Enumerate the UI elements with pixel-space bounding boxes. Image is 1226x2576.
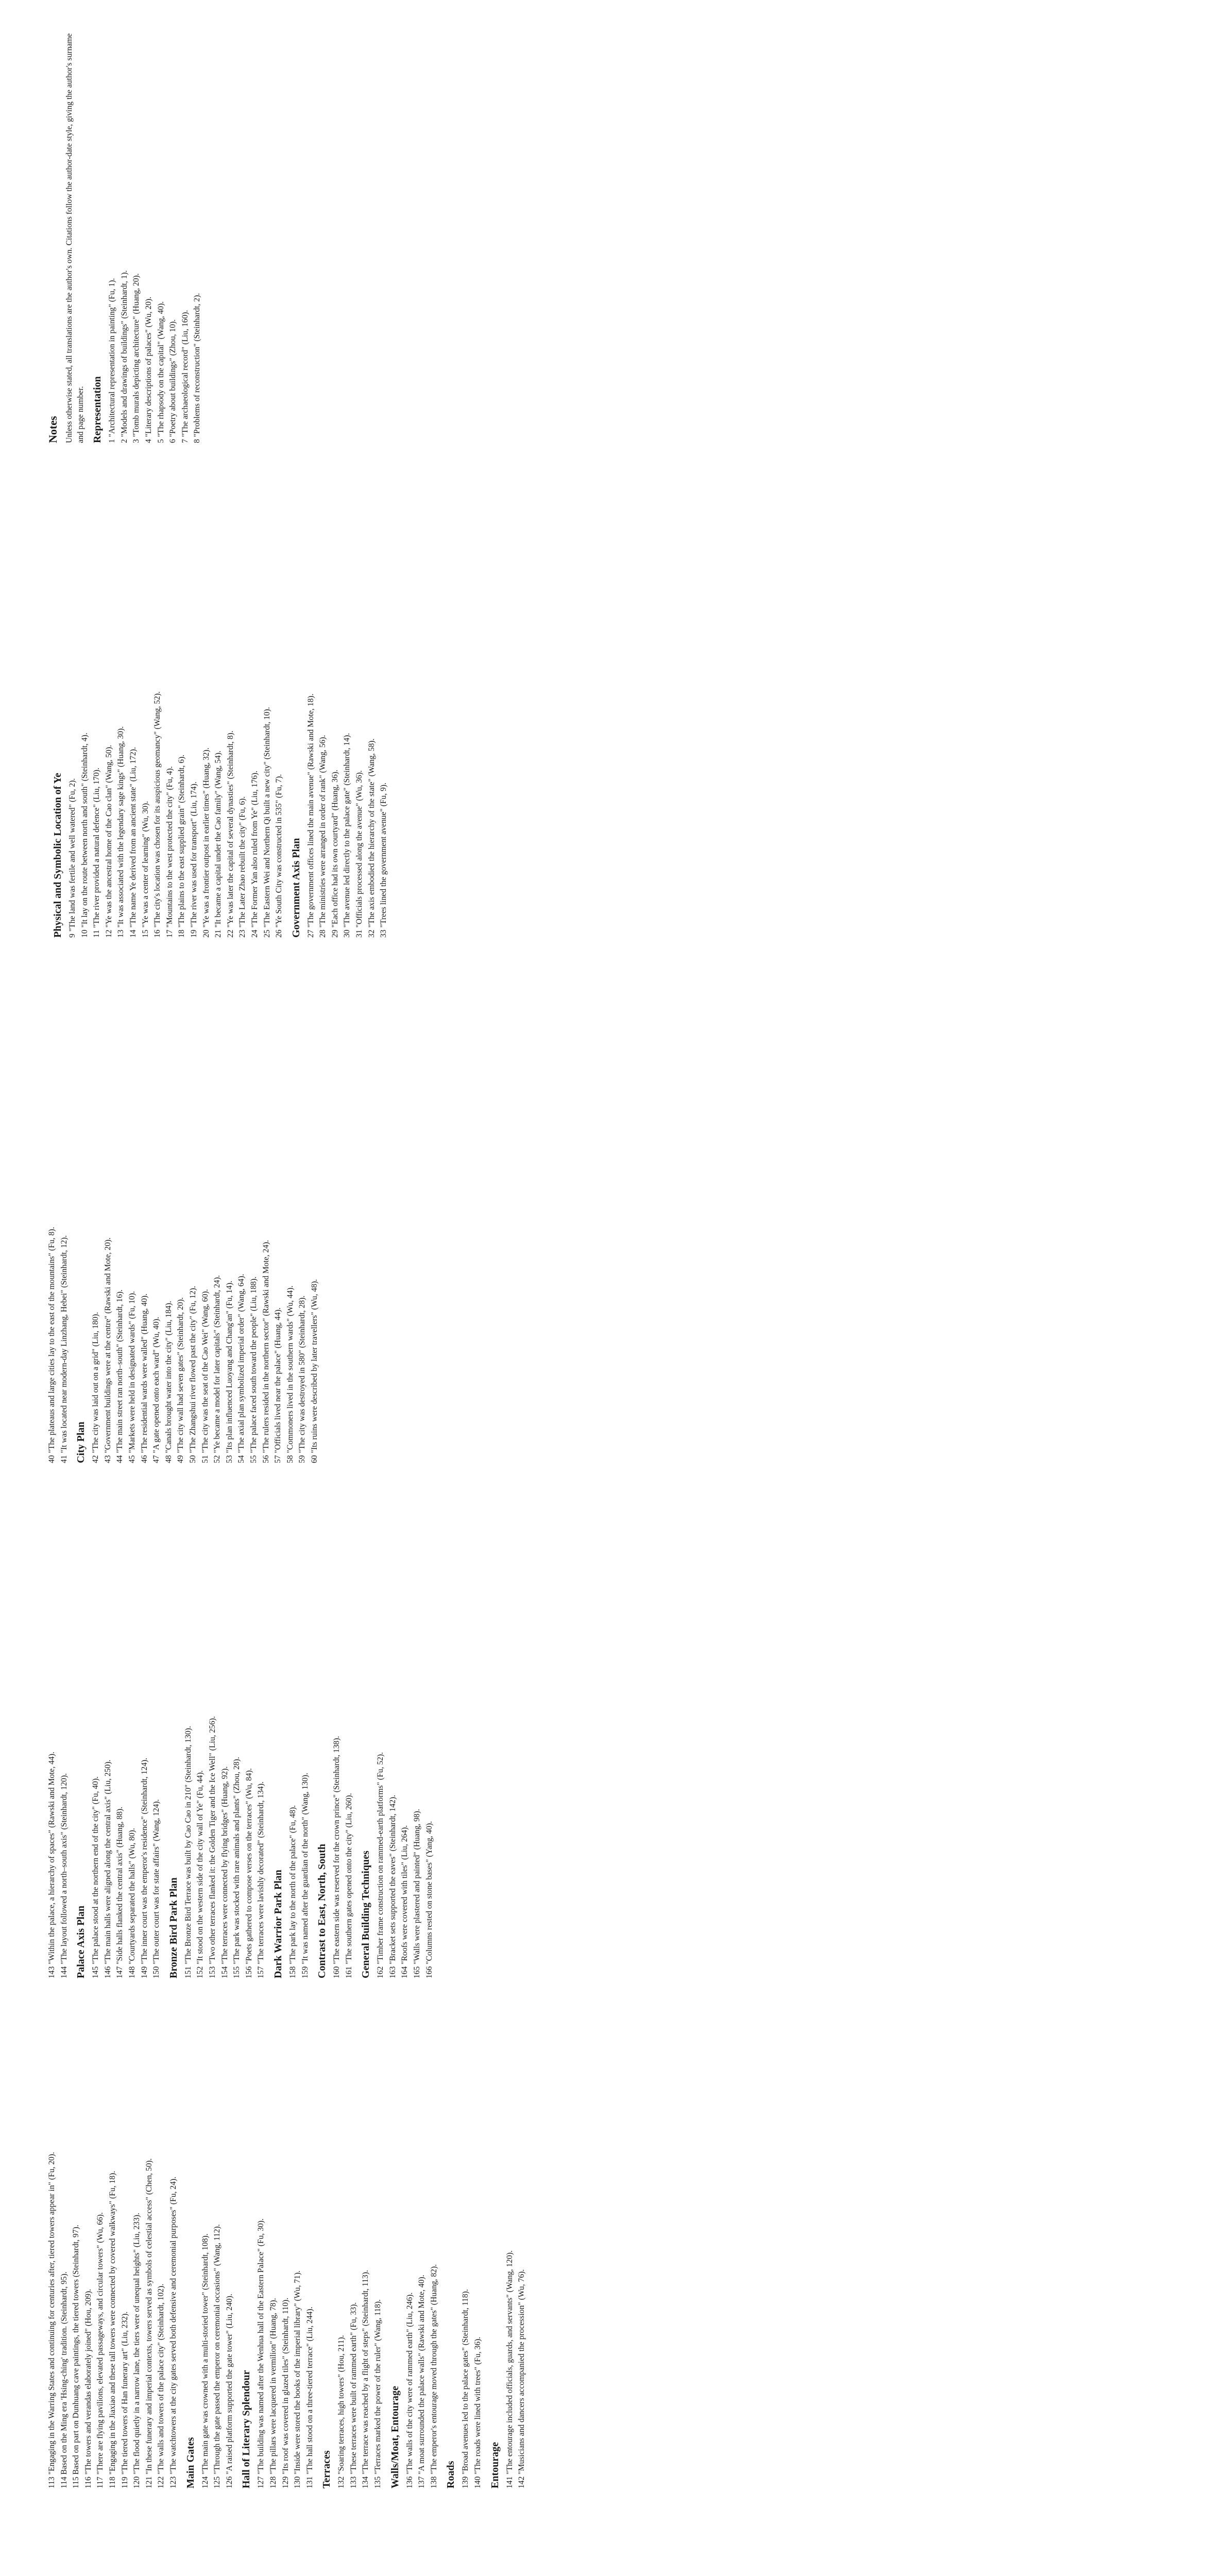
note: 33 "Trees lined the government avenue" (Fu, 9). <box>379 782 388 938</box>
note: 6 "Poetry about buildings" (Zhou, 10). <box>168 319 178 443</box>
note: 13 "It was associated with the legendary sage kings" (Huang, 30). <box>116 726 126 938</box>
note: 20 "Ye was a frontier outpost in earlier times" (Huang, 32). <box>201 748 211 938</box>
notes-heading: Notes <box>46 416 59 443</box>
note: 115 Based on part on Dunhuang cave paintings, the tiered towers (Steinhardt, 97). <box>72 2225 81 2488</box>
notes-intro: Unless otherwise stated, all translations are the author's own. Citations follow the author-date style, giving the author's surname and page number. <box>65 33 85 443</box>
note: 57 "Officials lived near the palace" (Huang, 44). <box>274 1307 283 1463</box>
note: 12 "Ye was the ancestral home of the Cao clan" (Wang, 50). <box>104 744 113 938</box>
section-heading-contrast: Contrast to East, North, South <box>316 1843 328 1978</box>
note: 131 "The hall stood on a three-tiered terrace" (Liu, 244). <box>305 2307 314 2488</box>
note: 153 "Two other terraces flanked it: the Golden Tiger and the Ice Well" (Liu, 256). <box>208 1716 217 1978</box>
section-heading-bronze-bird: Bronze Bird Park Plan <box>167 1877 179 1978</box>
note: 7 "The archaeological record" (Liu, 160). <box>180 310 190 443</box>
note: 161 "The southern gates opened onto the city" (Liu, 260). <box>344 1793 353 1978</box>
note: 40 "The plateaus and large cities lay to the east of the mountains" (Fu, 8). <box>47 1227 56 1463</box>
note: 158 "The park lay to the north of the palace" (Fu, 48). <box>288 1805 297 1978</box>
notes-column-5 <box>46 526 1190 938</box>
note: 31 "Officials processed along the avenue" (Wu, 36). <box>355 770 364 938</box>
notes-column-6 <box>46 31 1190 443</box>
note: 5 "The rhapsody on the capital" (Wang, 40). <box>156 301 165 443</box>
note: 140 "The roads were lined with trees" (Fu, 36). <box>473 2336 483 2488</box>
note: 145 "The palace stood at the northern end of the city" (Fu, 40). <box>91 1776 100 1978</box>
note: 15 "Ye was a center of learning" (Wu, 30). <box>141 801 150 938</box>
note: 22 "Ye was later the capital of several dynasties" (Steinhardt, 8). <box>226 731 235 938</box>
note: 162 "Timber frame construction on rammed-earth platforms" (Fu, 52). <box>376 1752 385 1978</box>
note: 124 "The main gate was crowned with a multi-storied tower" (Steinhardt, 108). <box>200 2233 210 2488</box>
note: 50 "The Zhangshui river flowed past the city" (Fu, 12). <box>188 1285 197 1463</box>
note: 135 "Terraces marked the power of the ruler" (Wang, 118). <box>373 2299 383 2488</box>
note: 117 "There are flying pavilions, elevated passageways, and circular towers" (Wu, 66). <box>96 2212 105 2488</box>
note: 137 "A moat surrounded the palace walls" (Rawski and Mote, 40). <box>417 2275 427 2488</box>
note: 118 "Engaging in the Jiaxiao and these tall towers were connected by covered walkways" (Fu, 18). <box>108 2171 117 2488</box>
notes-column-4 <box>46 1030 1190 1463</box>
note: 19 "The river was used for transport" (Liu, 174). <box>189 782 198 938</box>
note: 125 "Through the gate passed the emperor on ceremonial occasions" (Wang, 112). <box>213 2224 222 2488</box>
note: 17 "Mountains to the west protected the city" (Fu, 4). <box>165 766 174 938</box>
notes-column-2 <box>46 2066 1190 2488</box>
note: 128 "The pillars were lacquered in vermilion" (Huang, 78). <box>268 2298 278 2488</box>
note: 42 "The city was laid out on a grid" (Liu, 180). <box>91 1312 100 1463</box>
note: 3 "Tomb murals depicting architecture" (Huang, 20). <box>132 273 141 443</box>
section-heading-entourage: Entourage <box>489 2442 501 2488</box>
note: 165 "Walls were plastered and painted" (Huang, 98). <box>413 1809 422 1978</box>
note: 141 "The entourage included officials, guards, and servants" (Wang, 120). <box>505 2250 514 2488</box>
note: 138 "The emperor's entourage moved through the gates" (Huang, 82). <box>429 2264 438 2488</box>
note: 152 "It stood on the western side of the city wall of Ye" (Fu, 44). <box>196 1770 205 1978</box>
note: 9 "The land was fertile and well watered" (Fu, 2). <box>68 778 77 938</box>
note: 2 "Models and drawings of buildings" (Steinhardt, 1). <box>120 270 129 443</box>
section-heading-government: Government Axis Plan <box>290 838 302 938</box>
section-heading-roads: Roads <box>445 2461 457 2488</box>
note: 129 "Its roof was covered in glazed tiles" (Steinhardt, 110). <box>281 2297 290 2488</box>
note: 47 "A gate opened onto each ward" (Wu, 40). <box>152 1316 161 1463</box>
note: 58 "Commoners lived in the southern wards" (Wu, 44). <box>285 1285 295 1463</box>
note: 45 "Markets were held in designated wards" (Fu, 10). <box>127 1291 137 1463</box>
note: 32 "The axis embodied the hierarchy of the state" (Wang, 58). <box>367 738 376 938</box>
note: 146 "The main halls were aligned along the central axis" (Liu, 250). <box>103 1759 112 1978</box>
note: 14 "The name Ye derived from an ancient state" (Liu, 172). <box>128 747 138 938</box>
note: 155 "The park was stocked with rare animals and plants" (Zhou, 28). <box>232 1757 242 1978</box>
note: 49 "The city wall had seven gates" (Steinhardt, 20). <box>176 1297 185 1463</box>
note: 166 "Columns rested on stone bases" (Yang, 40). <box>424 1821 434 1978</box>
note: 8 "Problems of reconstruction" (Steinhardt, 2). <box>193 293 202 443</box>
note: 60 "Its ruins were described by later travellers" (Wu, 48). <box>310 1279 319 1463</box>
section-heading-palace: Palace Axis Plan <box>75 1905 87 1978</box>
note: 156 "Poets gathered to compose verses on the terraces" (Wu, 84). <box>244 1768 253 1978</box>
note: 1 "Architectural representation in painting" (Fu, 1). <box>108 278 117 443</box>
note: 144 "The layout followed a north–south axis" (Steinhardt, 120). <box>59 1773 69 1978</box>
note: 126 "A raised platform supported the gate tower" (Liu, 240). <box>225 2294 234 2488</box>
note: 11 "The river provided a natural defence" (Liu, 170). <box>92 768 101 938</box>
note: 51 "The city was the seat of the Cao Wei" (Wang, 60). <box>200 1289 210 1463</box>
note: 164 "Roofs were covered with tiles" (Liu, 264). <box>400 1825 410 1978</box>
note: 160 "The eastern side was reserved for the crown prince" (Steinhardt, 138). <box>332 1736 342 1978</box>
section-heading-dark-warrior: Dark Warrior Park Plan <box>272 1870 284 1978</box>
note: 123 "The watchtowers at the city gates served both defensive and ceremonial purposes" (Fu, 24). <box>168 2176 178 2488</box>
note: 122 "The walls and towers of the palace city" (Steinhardt, 102). <box>157 2283 166 2488</box>
section-heading-representation: Representation <box>92 376 104 443</box>
note: 139 "Broad avenues led to the palace gates" (Steinhardt, 118). <box>461 2289 470 2488</box>
note: 114 Based on the Ming era 'Hsing-ching' tradition. (Steinhardt, 95). <box>59 2272 69 2488</box>
note: 55 "The palace faced south toward the people" (Liu, 188). <box>249 1276 258 1463</box>
note: 119 "The tiered towers of Han funerary art" (Liu, 232). <box>120 2311 129 2488</box>
note: 157 "The terraces were lavishly decorated" (Steinhardt, 134). <box>257 1781 266 1978</box>
note: 10 "It lay on the route between north and south" (Steinhardt, 4). <box>80 733 89 938</box>
note: 147 "Side halls flanked the central axis" (Huang, 88). <box>115 1806 125 1978</box>
note: 16 "The city's location was chosen for its auspicious geomancy" (Wang, 52). <box>153 691 162 938</box>
notes-column-3 <box>46 1556 1190 1978</box>
note: 142 "Musicians and dancers accompanied the procession" (Wu, 76). <box>517 2269 526 2488</box>
note: 48 "Canals brought water into the city" (Liu, 184). <box>164 1300 173 1463</box>
section-heading-hall: Hall of Literary Splendour <box>241 2370 252 2488</box>
note: 163 "Bracket sets supported the eaves" (Steinhardt, 142). <box>388 1794 397 1978</box>
note: 23 "The Later Zhao rebuilt the city" (Fu, 6). <box>238 796 247 938</box>
section-heading-walls: Walls/Moat, Entourage <box>389 2386 401 2488</box>
section-heading-terraces: Terraces <box>321 2450 333 2488</box>
note: 121 "In these funerary and imperial contexts, towers served as symbols of celestial access" (Chen, 50). <box>144 2158 154 2488</box>
section-heading-city-plan: City Plan <box>75 1421 87 1463</box>
note: 159 "It was named after the guardian of the north" (Wang, 130). <box>300 1772 310 1978</box>
note: 134 "The terrace was reached by a flight of steps" (Steinhardt, 113). <box>361 2270 370 2488</box>
note: 116 "The towers and verandas elaborately joined" (Hou, 209). <box>83 2289 93 2488</box>
note: 29 "Each office had its own courtyard" (Huang, 36). <box>330 770 339 938</box>
note: 130 "Inside were stored the books of the imperial library" (Wu, 71). <box>293 2270 302 2488</box>
note: 41 "It was located near modern-day Linzhang, Hebei" (Steinhardt, 12). <box>59 1235 69 1463</box>
note: 133 "These terraces were built of rammed earth" (Fu, 33). <box>349 2302 358 2488</box>
section-heading-general: General Building Techniques <box>360 1851 372 1978</box>
note: 59 "The city was destroyed in 580" (Steinhardt, 28). <box>298 1295 307 1463</box>
note: 24 "The Former Yan also ruled from Ye" (Liu, 176). <box>250 770 259 938</box>
section-heading-location: Physical and Symbolic Location of Ye <box>52 773 63 938</box>
note: 149 "The inner court was the emperor's residence" (Steinhardt, 124). <box>140 1757 149 1978</box>
note: 28 "The ministries were arranged in order of rank" (Wang, 56). <box>318 735 328 938</box>
note: 27 "The government offices lined the main avenue" (Rawski and Mote, 18). <box>306 693 315 938</box>
note: 143 "Within the palace, a hierarchy of spaces" (Rawski and Mote, 44). <box>47 1752 56 1978</box>
note: 21 "It became a capital under the Cao family" (Wang, 54). <box>214 750 223 938</box>
note: 56 "The rulers resided in the northern sector" (Rawski and Mote, 24). <box>261 1240 270 1463</box>
note: 132 "Soaring terraces, high towers" (Hou, 211). <box>337 2335 346 2488</box>
note: 44 "The main street ran north–south" (Steinhardt, 16). <box>115 1289 125 1463</box>
note: 54 "The axial plan symbolized imperial order" (Wang, 64). <box>237 1274 246 1463</box>
note: 53 "Its plan influenced Luoyang and Chang'an" (Fu, 14). <box>225 1280 234 1463</box>
note: 4 "Literary descriptions of palaces" (Wu, 20). <box>144 296 153 443</box>
note: 30 "The avenue led directly to the palace gate" (Steinhardt, 14). <box>343 733 352 938</box>
note: 136 "The walls of the city were of rammed earth" (Liu, 246). <box>405 2292 414 2488</box>
section-heading-main-gates: Main Gates <box>184 2437 196 2488</box>
note: 113 "Engaging in the Warring States and continuing for centuries after, tiered towers appear in" (Fu, 20). <box>47 2151 56 2488</box>
note: 151 "The Bronze Bird Terrace was built by Cao Cao in 210" (Steinhardt, 130). <box>183 1726 193 1978</box>
note: 25 "The Eastern Wei and Northern Qi built a new city" (Steinhardt, 10). <box>262 707 271 938</box>
note: 43 "Government buildings were at the centre" (Rawski and Mote, 20). <box>103 1238 112 1463</box>
note: 52 "Ye became a model for later capitals" (Steinhardt, 24). <box>213 1275 222 1463</box>
note: 150 "The outer court was for state affairs" (Wang, 124). <box>152 1799 161 1978</box>
note: 154 "The terraces were connected by flying bridges" (Huang, 92). <box>220 1766 229 1978</box>
note: 46 "The residential wards were walled" (Huang, 40). <box>140 1293 149 1463</box>
note: 148 "Courtyards separated the halls" (Wu, 80). <box>127 1828 137 1978</box>
note: 18 "The plains to the east supplied grain" (Steinhardt, 6). <box>177 754 186 938</box>
note: 120 "The flood quietly in a narrow lane, the tiers were of unequal heights" (Liu, 233). <box>132 2213 142 2488</box>
note: 26 "Ye South City was constructed in 535" (Fu, 7). <box>275 774 284 938</box>
note: 127 "The building was named after the Wenhua hall of the Eastern Palace" (Fu, 30). <box>257 2218 266 2488</box>
